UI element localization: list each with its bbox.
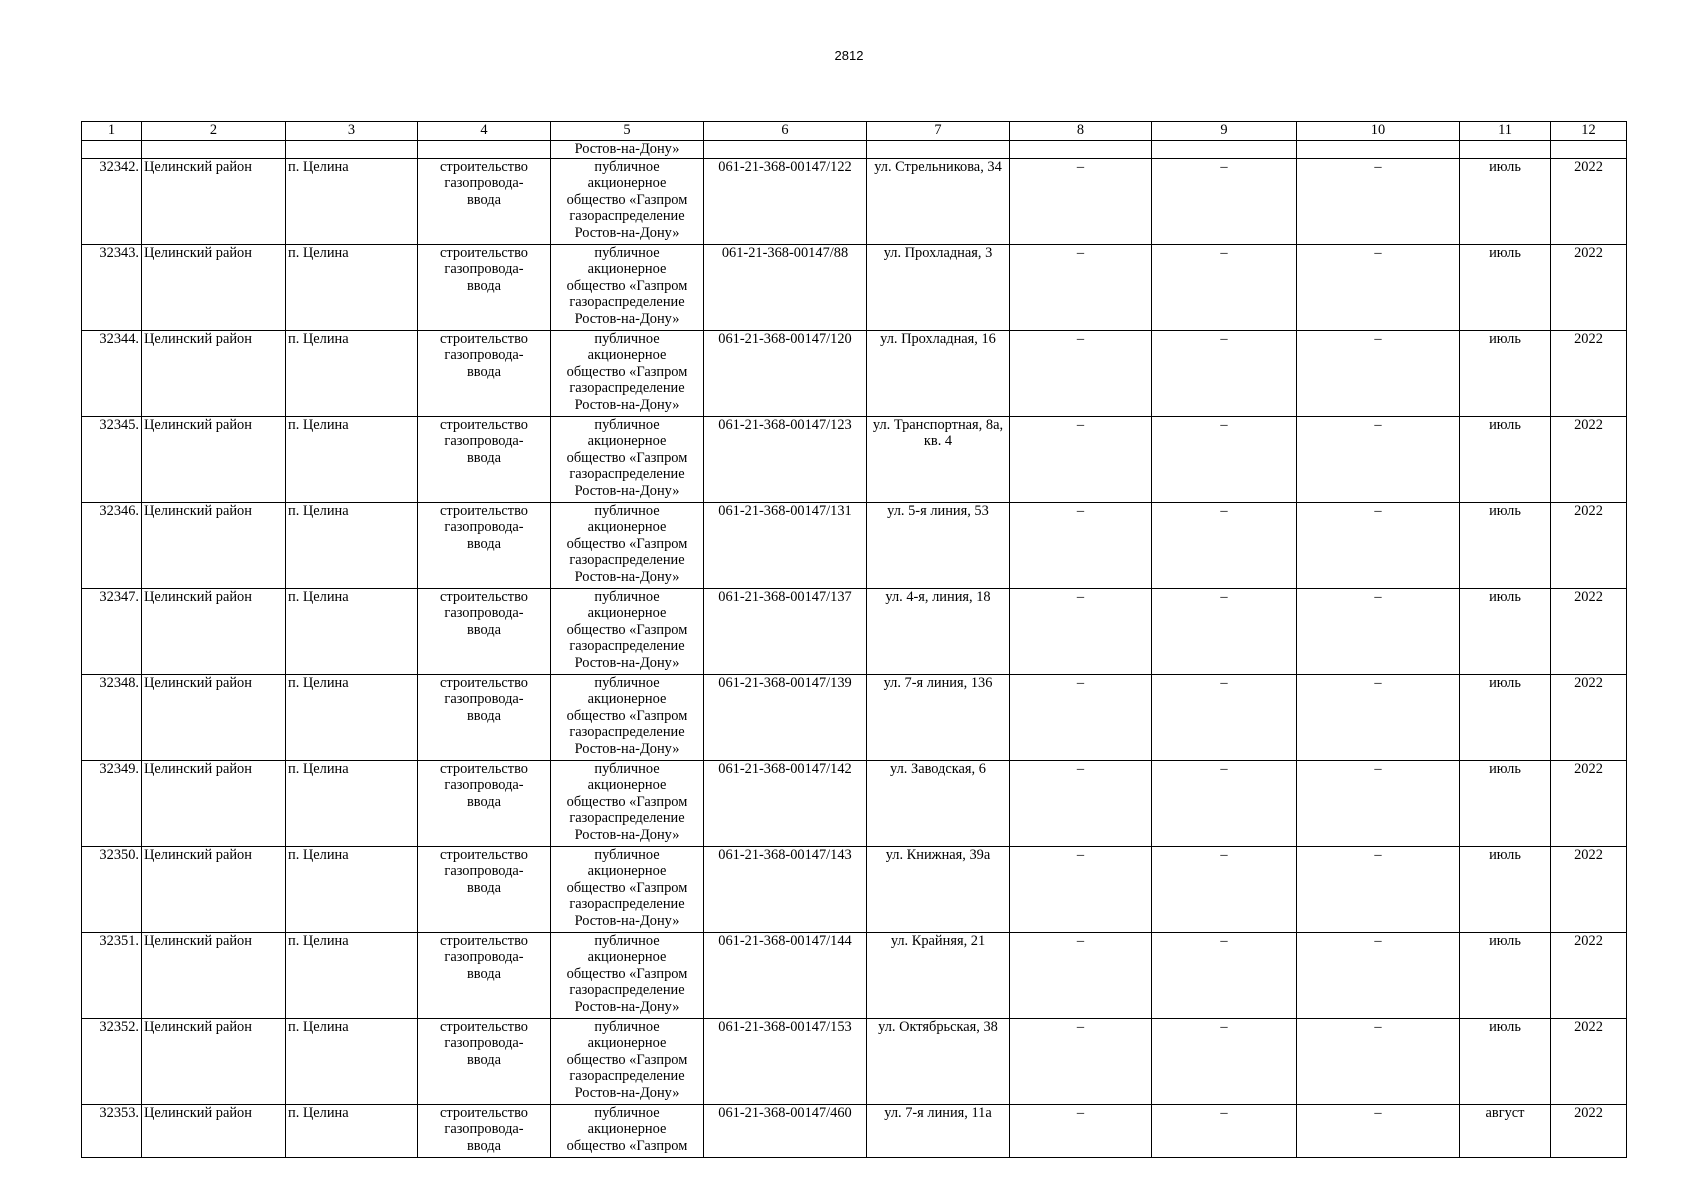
month-cell: июль [1460,1018,1551,1104]
month-cell: июль [1460,244,1551,330]
column-number: 3 [286,122,418,141]
dash-cell: – [1152,330,1297,416]
dash-cell: – [1010,588,1152,674]
month-cell: июль [1460,932,1551,1018]
column-number: 6 [704,122,867,141]
organization-cell: публичное акционерное общество «Газпром газораспределение Ростов-на-Дону» [551,416,704,502]
settlement-cell: п. Целина [286,760,418,846]
year-cell: 2022 [1551,502,1627,588]
year-cell: 2022 [1551,846,1627,932]
address-cell: ул. Книжная, 39а [867,846,1010,932]
organization-cell: публичное акционерное общество «Газпром газораспределение Ростов-на-Дону» [551,1018,704,1104]
table-row [82,588,1627,674]
dash-cell: – [1152,846,1297,932]
dash-cell: – [1010,502,1152,588]
code-cell: 061-21-368-00147/122 [704,158,867,244]
dash-cell: – [1152,674,1297,760]
dash-cell: – [1152,932,1297,1018]
settlement-cell: п. Целина [286,1104,418,1157]
code-cell: 061-21-368-00147/144 [704,932,867,1018]
month-cell: июль [1460,674,1551,760]
district-cell: Целинский район [142,846,286,932]
code-cell: 061-21-368-00147/142 [704,760,867,846]
work-type-cell: строительство газопровода- ввода [418,244,551,330]
work-type-cell: строительство газопровода- ввода [418,846,551,932]
year-cell: 2022 [1551,1018,1627,1104]
code-cell: 061-21-368-00147/131 [704,502,867,588]
dash-cell: – [1010,330,1152,416]
month-cell: июль [1460,588,1551,674]
work-type-cell: строительство газопровода- ввода [418,416,551,502]
dash-cell: – [1010,846,1152,932]
address-cell: ул. Прохладная, 16 [867,330,1010,416]
address-cell: ул. 7-я линия, 11а [867,1104,1010,1157]
organization-cell: публичное акционерное общество «Газпром газораспределение Ростов-на-Дону» [551,502,704,588]
dash-cell: – [1297,1018,1460,1104]
dash-cell: – [1297,502,1460,588]
column-number: 10 [1297,122,1460,141]
continuation-row [82,141,1627,159]
district-cell: Целинский район [142,1104,286,1157]
year-cell: 2022 [1551,674,1627,760]
work-type-cell: строительство газопровода- ввода [418,1104,551,1157]
district-cell: Целинский район [142,1018,286,1104]
organization-cell: публичное акционерное общество «Газпром газораспределение Ростов-на-Дону» [551,158,704,244]
work-type-cell: строительство газопровода- ввода [418,330,551,416]
org-continuation: Ростов-на-Дону» [551,141,704,159]
dash-cell: – [1297,846,1460,932]
settlement-cell: п. Целина [286,846,418,932]
address-cell: ул. 4-я, линия, 18 [867,588,1010,674]
dash-cell: – [1297,1104,1460,1157]
dash-cell: – [1010,416,1152,502]
organization-cell: публичное акционерное общество «Газпром [551,1104,704,1157]
code-cell: 061-21-368-00147/460 [704,1104,867,1157]
row-number: 32351. [82,932,142,1018]
table-row [82,244,1627,330]
row-number: 32348. [82,674,142,760]
row-number: 32350. [82,846,142,932]
table-row [82,674,1627,760]
organization-cell: публичное акционерное общество «Газпром газораспределение Ростов-на-Дону» [551,674,704,760]
month-cell: июль [1460,416,1551,502]
dash-cell: – [1297,330,1460,416]
dash-cell: – [1010,674,1152,760]
settlement-cell: п. Целина [286,158,418,244]
settlement-cell: п. Целина [286,244,418,330]
year-cell: 2022 [1551,244,1627,330]
organization-cell: публичное акционерное общество «Газпром газораспределение Ростов-на-Дону» [551,846,704,932]
month-cell: июль [1460,846,1551,932]
work-type-cell: строительство газопровода- ввода [418,760,551,846]
work-type-cell: строительство газопровода- ввода [418,502,551,588]
dash-cell: – [1010,760,1152,846]
code-cell: 061-21-368-00147/153 [704,1018,867,1104]
code-cell: 061-21-368-00147/88 [704,244,867,330]
dash-cell: – [1152,588,1297,674]
table-row [82,330,1627,416]
table-row [82,416,1627,502]
dash-cell: – [1297,244,1460,330]
table-row [82,1018,1627,1104]
settlement-cell: п. Целина [286,932,418,1018]
district-cell: Целинский район [142,932,286,1018]
column-number: 7 [867,122,1010,141]
dash-cell: – [1010,244,1152,330]
address-cell: ул. 5-я линия, 53 [867,502,1010,588]
code-cell: 061-21-368-00147/123 [704,416,867,502]
month-cell: июль [1460,760,1551,846]
dash-cell: – [1297,158,1460,244]
settlement-cell: п. Целина [286,588,418,674]
district-cell: Целинский район [142,588,286,674]
row-number: 32349. [82,760,142,846]
row-number: 32346. [82,502,142,588]
dash-cell: – [1152,1104,1297,1157]
row-number: 32343. [82,244,142,330]
row-number: 32352. [82,1018,142,1104]
district-cell: Целинский район [142,244,286,330]
column-number: 4 [418,122,551,141]
address-cell: ул. Октябрьская, 38 [867,1018,1010,1104]
dash-cell: – [1152,502,1297,588]
year-cell: 2022 [1551,158,1627,244]
table-row [82,846,1627,932]
table-row [82,1104,1627,1157]
month-cell: июль [1460,330,1551,416]
work-type-cell: строительство газопровода- ввода [418,932,551,1018]
district-cell: Целинский район [142,674,286,760]
column-number: 8 [1010,122,1152,141]
settlement-cell: п. Целина [286,1018,418,1104]
month-cell: июль [1460,502,1551,588]
district-cell: Целинский район [142,158,286,244]
dash-cell: – [1297,416,1460,502]
district-cell: Целинский район [142,330,286,416]
dash-cell: – [1152,760,1297,846]
row-number: 32345. [82,416,142,502]
year-cell: 2022 [1551,330,1627,416]
dash-cell: – [1010,1104,1152,1157]
settlement-cell: п. Целина [286,674,418,760]
dash-cell: – [1297,932,1460,1018]
dash-cell: – [1010,1018,1152,1104]
column-number: 9 [1152,122,1297,141]
address-cell: ул. Транспортная, 8а, кв. 4 [867,416,1010,502]
year-cell: 2022 [1551,760,1627,846]
dash-cell: – [1152,1018,1297,1104]
dash-cell: – [1010,932,1152,1018]
column-number: 12 [1551,122,1627,141]
column-number: 2 [142,122,286,141]
year-cell: 2022 [1551,932,1627,1018]
work-type-cell: строительство газопровода- ввода [418,1018,551,1104]
dash-cell: – [1152,158,1297,244]
dash-cell: – [1297,588,1460,674]
address-cell: ул. Прохладная, 3 [867,244,1010,330]
month-cell: июль [1460,158,1551,244]
dash-cell: – [1297,760,1460,846]
table-row [82,502,1627,588]
column-number: 5 [551,122,704,141]
year-cell: 2022 [1551,588,1627,674]
column-number: 11 [1460,122,1551,141]
settlement-cell: п. Целина [286,416,418,502]
column-number-header-row [82,122,1627,141]
organization-cell: публичное акционерное общество «Газпром газораспределение Ростов-на-Дону» [551,932,704,1018]
district-cell: Целинский район [142,760,286,846]
dash-cell: – [1152,416,1297,502]
table-row [82,932,1627,1018]
organization-cell: публичное акционерное общество «Газпром газораспределение Ростов-на-Дону» [551,244,704,330]
table-row [82,760,1627,846]
year-cell: 2022 [1551,416,1627,502]
row-number: 32342. [82,158,142,244]
page-number: 2812 [834,48,864,63]
address-cell: ул. Заводская, 6 [867,760,1010,846]
organization-cell: публичное акционерное общество «Газпром газораспределение Ростов-на-Дону» [551,330,704,416]
district-cell: Целинский район [142,416,286,502]
district-cell: Целинский район [142,502,286,588]
dash-cell: – [1297,674,1460,760]
code-cell: 061-21-368-00147/139 [704,674,867,760]
organization-cell: публичное акционерное общество «Газпром газораспределение Ростов-на-Дону» [551,760,704,846]
dash-cell: – [1010,158,1152,244]
column-number: 1 [82,122,142,141]
organization-cell: публичное акционерное общество «Газпром газораспределение Ростов-на-Дону» [551,588,704,674]
settlement-cell: п. Целина [286,502,418,588]
dash-cell: – [1152,244,1297,330]
code-cell: 061-21-368-00147/143 [704,846,867,932]
year-cell: 2022 [1551,1104,1627,1157]
settlement-cell: п. Целина [286,330,418,416]
row-number: 32344. [82,330,142,416]
code-cell: 061-21-368-00147/137 [704,588,867,674]
work-type-cell: строительство газопровода- ввода [418,158,551,244]
row-number: 32353. [82,1104,142,1157]
code-cell: 061-21-368-00147/120 [704,330,867,416]
address-cell: ул. Крайняя, 21 [867,932,1010,1018]
row-number: 32347. [82,588,142,674]
work-type-cell: строительство газопровода- ввода [418,588,551,674]
address-cell: ул. Стрельникова, 34 [867,158,1010,244]
work-type-cell: строительство газопровода- ввода [418,674,551,760]
table-row [82,158,1627,244]
month-cell: август [1460,1104,1551,1157]
register-table [81,121,1627,1158]
address-cell: ул. 7-я линия, 136 [867,674,1010,760]
